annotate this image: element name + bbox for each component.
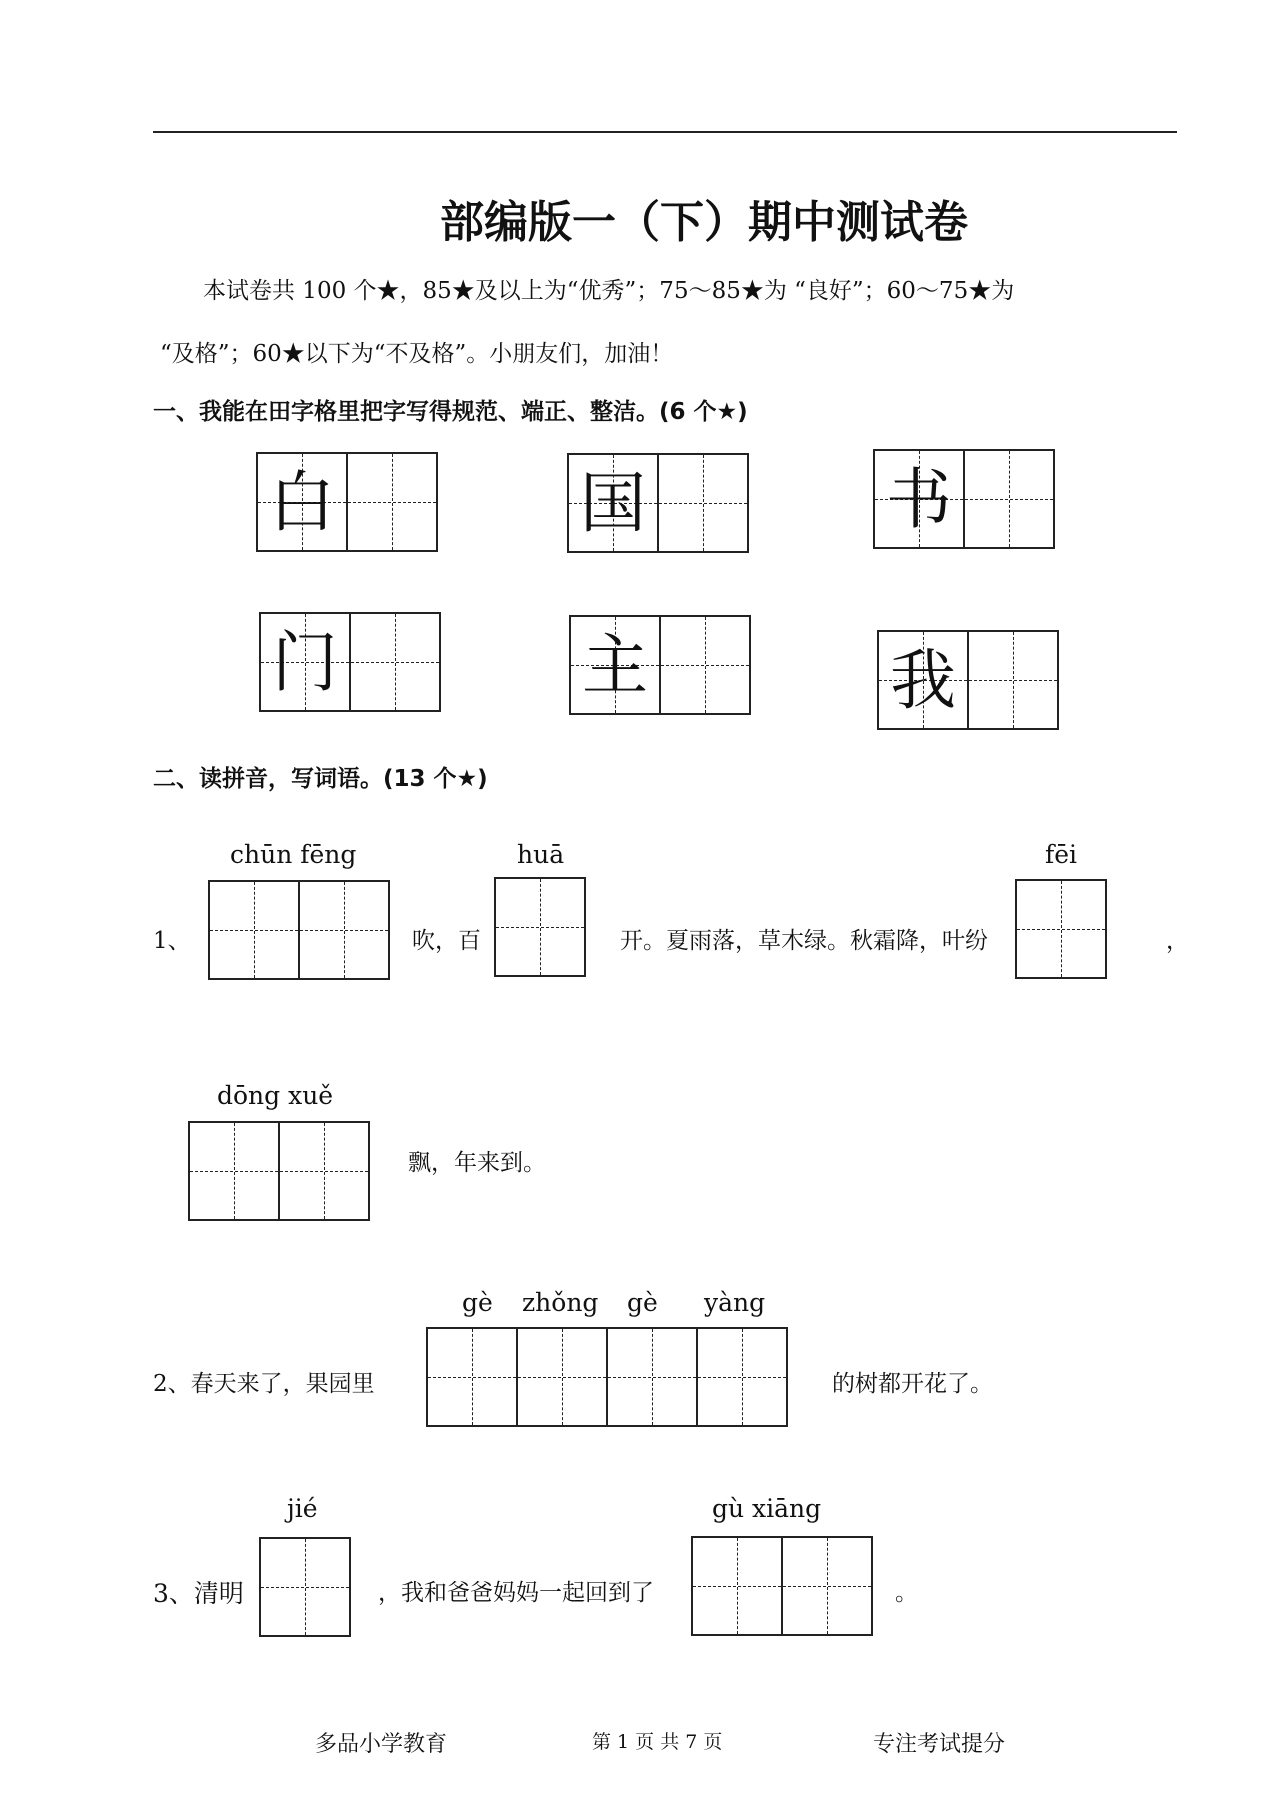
pinyin: chūn fēng — [230, 840, 357, 869]
answer-grid — [426, 1327, 788, 1427]
grid-5 — [569, 615, 751, 715]
pinyin: fēi — [1045, 840, 1078, 869]
footer-right: 专注考试提分 — [873, 1732, 1006, 1757]
sentence-text: 吹，百 — [412, 928, 481, 954]
pinyin: huā — [517, 840, 565, 869]
answer-grid — [208, 880, 390, 980]
model-char: 书 — [886, 461, 952, 538]
sentence-text: ， — [1166, 928, 1189, 954]
q2-prompt: 2、春天来了，果园里 — [153, 1371, 375, 1397]
footer-page: 第 1 页 共 7 页 — [592, 1731, 723, 1753]
pinyin: gè — [462, 1288, 493, 1317]
blank-cell[interactable] — [349, 612, 441, 712]
sentence-text: 。 — [895, 1580, 918, 1606]
section-2-heading: 二、读拼音，写词语。(13 个★) — [153, 766, 488, 792]
intro-line-1: 本试卷共 100 个★，85★及以上为“优秀”；75～85★为 “良好”；60～75★为 — [203, 278, 1015, 304]
blank-cell[interactable] — [963, 449, 1055, 549]
grid-3 — [873, 449, 1055, 549]
grid-4 — [259, 612, 441, 712]
answer-grid — [494, 877, 586, 977]
top-rule — [153, 131, 1177, 133]
pinyin: dōng xuě — [217, 1081, 334, 1110]
grid-1 — [256, 452, 438, 552]
sentence-text: 的树都开花了。 — [832, 1371, 993, 1397]
pinyin: gù xiāng — [712, 1494, 822, 1523]
answer-grid — [1015, 879, 1107, 979]
model-char: 主 — [582, 627, 648, 704]
blank-cell[interactable] — [657, 453, 749, 553]
grid-6 — [877, 630, 1059, 730]
model-char: 国 — [580, 465, 646, 542]
answer-grid — [259, 1537, 351, 1637]
page-title: 部编版一（下）期中测试卷 — [440, 197, 968, 248]
model-char: 我 — [890, 642, 956, 719]
q3-prompt: 3、清明 — [153, 1579, 244, 1608]
sentence-text: 飘，年来到。 — [408, 1150, 546, 1176]
q1-number: 1、 — [153, 928, 191, 954]
grid-2 — [567, 453, 749, 553]
blank-cell[interactable] — [967, 630, 1059, 730]
answer-grid — [691, 1536, 873, 1636]
footer-left: 多品小学教育 — [315, 1732, 448, 1757]
model-char: 门 — [272, 624, 338, 701]
intro-line-2: “及格”；60★以下为“不及格”。小朋友们，加油！ — [160, 341, 674, 367]
sentence-text: 开。夏雨落，草木绿。秋霜降，叶纷 — [620, 928, 988, 954]
answer-grid — [188, 1121, 370, 1221]
sentence-text: ，我和爸爸妈妈一起回到了 — [378, 1580, 654, 1606]
blank-cell[interactable] — [346, 452, 438, 552]
model-char: 白 — [269, 464, 335, 541]
pinyin: gè — [627, 1288, 658, 1317]
pinyin: jié — [287, 1494, 318, 1523]
pinyin: zhǒng — [522, 1288, 599, 1317]
blank-cell[interactable] — [659, 615, 751, 715]
pinyin: yàng — [704, 1288, 766, 1317]
section-1-heading: 一、我能在田字格里把字写得规范、端正、整洁。(6 个★) — [153, 399, 748, 425]
